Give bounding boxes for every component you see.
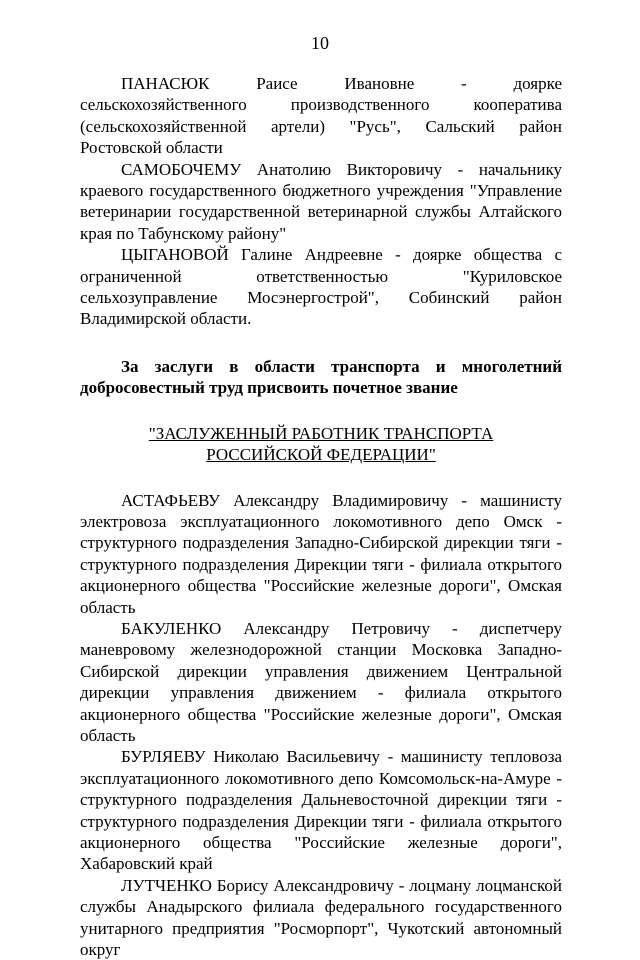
page-number: 10 — [311, 33, 329, 53]
award-entry-tsyganova: ЦЫГАНОВОЙ Галине Андреевне - доярке общества с ограниченной ответственностью "Куриловское сельхозуправление Мосэнергострой", Собинский район Владимирской области. — [80, 245, 562, 329]
award-entry-samobochy: САМОБОЧЕМУ Анатолию Викторовичу - начальнику краевого государственного бюджетного учреждения "Управление ветеринарии государственной ветеринарной службы Алтайского края по Табунскому району" — [80, 159, 562, 243]
award-entry-burlyaev: БУРЛЯЕВУ Николаю Васильевичу - машинисту тепловоза эксплуатационного локомотивного депо Комсомольск-на-Амуре - структурного подразделения Дальневосточной дирекции тяги - структурного подразделения Дирекции тяги - филиала открытого акционерного общества "Российские железные дороги", Хабаровский край — [80, 747, 562, 874]
award-entry-panasyuk: ПАНАСЮК Раисе Ивановне - доярке сельскохозяйственного производственного кооператива (сельскохозяйственной артели) "Русь", Сальский район Ростовской области — [80, 74, 562, 158]
decree-paragraph: За заслуги в области транспорта и многолетний добросовестный труд присвоить почетное звание — [80, 356, 562, 398]
award-entry-astafyev: АСТАФЬЕВУ Александру Владимировичу - машинисту электровоза эксплуатационного локомотивного депо Омск - структурного подразделения Западно-Сибирской дирекции тяги - структурного подразделения Дирекции тяги - филиала открытого акционерного общества "Российские железные дороги", Омская область — [80, 490, 562, 617]
award-entry-bakulenko: БАКУЛЕНКО Александру Петровичу - диспетчеру маневровому железнодорожной станции Московка Западно-Сибирской дирекции управления движением Центральной дирекции управления движением - филиала открытого акционерного общества "Российские железные дороги", Омская область — [80, 618, 562, 745]
award-entry-lutchenko: ЛУТЧЕНКО Борису Александровичу - лоцману лоцманской службы Анадырского филиала федерального государственного унитарного предприятия "Росморпорт", Чукотский автономный округ — [80, 875, 562, 960]
honorary-title-line-2: РОССИЙСКОЙ ФЕДЕРАЦИИ" — [206, 445, 436, 465]
document-body — [80, 73, 562, 960]
honorary-title — [80, 423, 562, 466]
honorary-title-line-1: "ЗАСЛУЖЕННЫЙ РАБОТНИК ТРАНСПОРТА — [148, 423, 494, 443]
